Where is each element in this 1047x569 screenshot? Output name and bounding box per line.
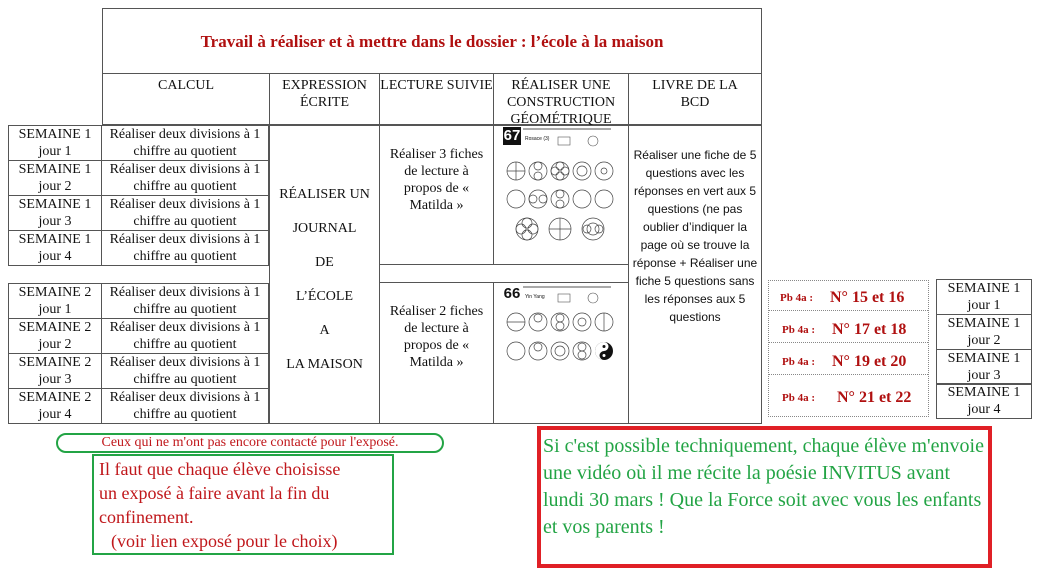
header-calcul: CALCUL <box>102 73 270 125</box>
expose-line: (voir lien exposé pour le choix) <box>111 531 338 551</box>
day-label: SEMAINE 2 jour 3 <box>8 353 102 389</box>
header-geometrie: RÉALISER UNE CONSTRUCTION GÉOMÉTRIQUE <box>493 73 629 125</box>
yinyang-drawings <box>503 285 617 373</box>
day-label: SEMAINE 1 jour 1 <box>936 279 1032 315</box>
day-label: SEMAINE 2 jour 4 <box>8 388 102 424</box>
expression-line: A <box>319 323 330 338</box>
day-label: SEMAINE 1 jour 1 <box>8 125 102 161</box>
day-label: SEMAINE 2 jour 2 <box>8 318 102 354</box>
problem-numbers: N° 21 et 22 <box>837 389 912 406</box>
expose-line: confinement. <box>99 507 194 527</box>
expression-cell <box>269 125 380 424</box>
problem-tag: Pb 4a : <box>782 392 815 404</box>
lecture-week1: Réaliser 3 fiches de lecture à propos de « Matilda » <box>379 125 494 265</box>
problem-row <box>768 287 928 311</box>
expression-text <box>270 178 379 382</box>
day-label: SEMAINE 1 jour 2 <box>936 314 1032 350</box>
calc-task: Réaliser deux divisions à 1 chiffre au quotient <box>101 195 269 231</box>
problem-row <box>768 385 928 411</box>
calc-task: Réaliser deux divisions à 1 chiffre au quotient <box>101 125 269 161</box>
problem-tag: Pb 4a : <box>780 292 813 304</box>
day-label: SEMAINE 1 jour 2 <box>8 160 102 196</box>
geometry-sheet-rosace <box>503 127 617 245</box>
day-label: SEMAINE 1 jour 4 <box>8 230 102 266</box>
expression-line: L’ÉCOLE <box>295 289 354 304</box>
calc-task: Réaliser deux divisions à 1 chiffre au quotient <box>101 160 269 196</box>
expose-line: un exposé à faire avant la fin du <box>99 483 330 503</box>
bcd-instructions: Réaliser une fiche de 5 questions avec les réponses en vert aux 5 questions (ne pas oublier d’indiquer la page où se trouve la réponse + Réaliser une fiche 5 questions sans les réponses aux 5 questions <box>632 148 758 324</box>
geometry-sheet-yinyang <box>503 285 617 373</box>
day-label: SEMAINE 1 jour 3 <box>8 195 102 231</box>
expose-note: Ceux qui ne m'ont pas encore contacté pour l'exposé. <box>56 433 444 453</box>
expose-box <box>92 454 394 555</box>
rosace-drawings <box>503 127 617 245</box>
sheet-name: Yin Yang <box>525 294 545 300</box>
header-expression: EXPRESSION ÉCRITE <box>269 73 380 125</box>
day-label: SEMAINE 2 jour 1 <box>8 283 102 319</box>
separator-row <box>379 264 629 283</box>
calc-task: Réaliser deux divisions à 1 chiffre au quotient <box>101 353 269 389</box>
calc-task: Réaliser deux divisions à 1 chiffre au quotient <box>101 318 269 354</box>
sheet-name: Rosace (3) <box>525 136 550 142</box>
header-lecture: LECTURE SUIVIE <box>379 73 494 125</box>
page-title: Travail à réaliser et à mettre dans le dossier : l’école à la maison <box>200 32 664 51</box>
lecture-week2: Réaliser 2 fiches de lecture à propos de « Matilda » <box>379 282 494 424</box>
problem-row <box>768 318 928 343</box>
problem-row <box>768 350 928 375</box>
expose-line: Il faut que chaque élève choisisse <box>99 459 341 479</box>
problem-numbers: N° 19 et 20 <box>832 353 907 370</box>
day-label: SEMAINE 1 jour 3 <box>936 349 1032 385</box>
problem-tag: Pb 4a : <box>782 324 815 336</box>
header-bcd: LIVRE DE LA BCD <box>628 73 762 125</box>
expression-line: DE <box>315 255 334 270</box>
expression-line: RÉALISER UN <box>279 187 370 202</box>
sheet-number: 67 <box>503 127 521 144</box>
calc-task: Réaliser deux divisions à 1 chiffre au quotient <box>101 388 269 424</box>
problem-numbers: N° 17 et 18 <box>832 321 907 338</box>
expression-line: LA MAISON <box>286 357 363 372</box>
day-label: SEMAINE 1 jour 4 <box>936 383 1032 419</box>
video-message: Si c'est possible techniquement, chaque élève m'envoie une vidéo où il me récite la poésie INVITUS avant lundi 30 mars ! Que la Force soit avec vous les enfants et vos parents ! <box>537 426 992 568</box>
problem-numbers: N° 15 et 16 <box>830 289 905 306</box>
problem-tag: Pb 4a : <box>782 356 815 368</box>
calc-task: Réaliser deux divisions à 1 chiffre au quotient <box>101 283 269 319</box>
sheet-number: 66 <box>503 285 521 302</box>
expression-line: JOURNAL <box>292 221 357 236</box>
calc-task: Réaliser deux divisions à 1 chiffre au quotient <box>101 230 269 266</box>
